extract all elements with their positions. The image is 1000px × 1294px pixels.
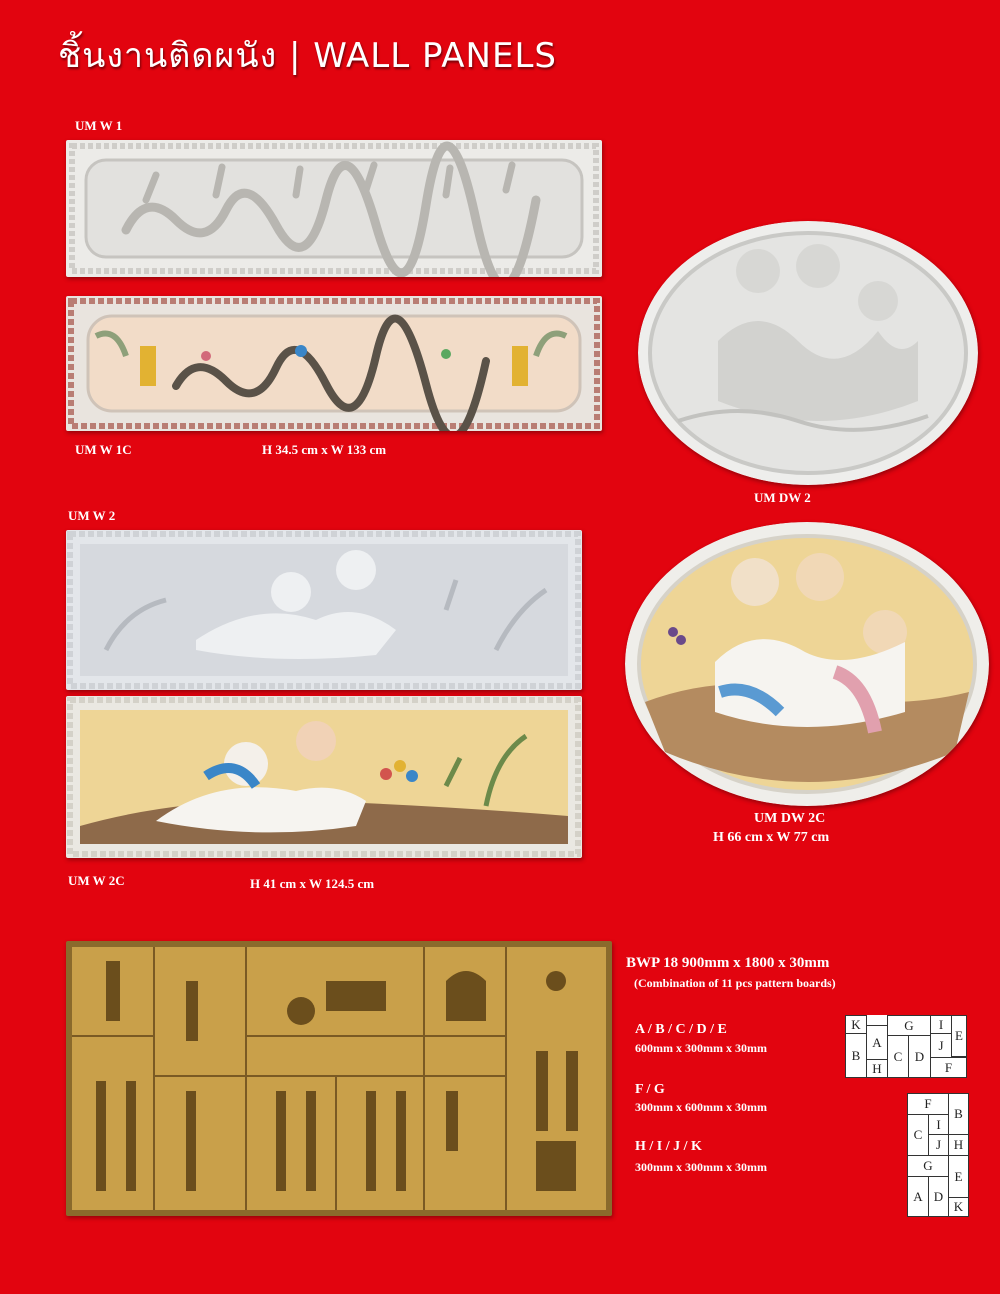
bwp-title: BWP 18 900mm x 1800 x 30mm [626,955,830,971]
diagram2-cell-f: F [907,1093,949,1115]
diagram1-cell-d: D [908,1035,931,1078]
diagram2-cell-i: I [928,1114,949,1135]
diagram2-cell-e: E [948,1155,969,1198]
label-umw2c: UM W 2C [68,873,125,888]
size-umdw2c: H 66 cm x W 77 cm [713,830,830,845]
layout-diagram-horizontal [845,1015,967,1078]
diagram1-cell-j: J [930,1033,952,1058]
label-umw1: UM W 1 [75,118,123,133]
diagram1-cell-g: G [887,1015,931,1036]
bwp-group-1-size: 600mm x 300mm x 30mm [635,1041,767,1055]
diagram1-cell-b: B [845,1033,867,1078]
diagram2-cell-k: K [948,1197,969,1217]
diagram1-cell-k: K [845,1015,867,1034]
panel-umdw2-image [638,221,978,485]
label-umdw2: UM DW 2 [754,490,811,505]
diagram2-cell-b: B [948,1093,969,1135]
diagram1-cell-a: A [866,1025,888,1060]
bwp-group-3-size: 300mm x 300mm x 30mm [635,1160,767,1174]
panel-umw2c-image [66,696,582,858]
bwp-subtitle: (Combination of 11 pcs pattern boards) [634,976,836,990]
diagram2-cell-g: G [907,1155,949,1177]
diagram2-cell-c: C [907,1114,929,1156]
diagram1-cell-h: H [866,1059,888,1078]
label-umdw2c: UM DW 2C [754,811,826,826]
diagram1-cell-f: F [930,1057,967,1078]
bwp-group-2-size: 300mm x 600mm x 30mm [635,1100,767,1114]
size-umw2c: H 41 cm x W 124.5 cm [250,876,375,891]
panel-umw2-image [66,530,582,690]
panel-umw1-image [66,140,602,277]
diagram1-cell-e: E [951,1015,967,1057]
diagram2-cell-a: A [907,1176,929,1217]
panel-bwp18-image [66,941,612,1216]
panel-umw1c-image [66,296,602,431]
panel-umdw2c-image [625,522,989,806]
size-umw1c: H 34.5 cm x W 133 cm [262,442,387,457]
diagram1-cell-i: I [930,1015,952,1034]
label-umw2: UM W 2 [68,508,116,523]
layout-diagram-vertical [907,1093,969,1217]
bwp-group-2-letters: F / G [635,1082,665,1097]
diagram2-cell-h: H [948,1134,969,1156]
diagram2-cell-j: J [928,1134,949,1156]
bwp-group-3-letters: H / I / J / K [635,1139,702,1154]
diagram1-cell-c: C [887,1035,909,1078]
page-title: ชิ้นงานติดผนัง | WALL PANELS [58,36,557,76]
diagram2-cell-d: D [928,1176,949,1217]
bwp-group-1-letters: A / B / C / D / E [635,1022,727,1037]
label-umw1c: UM W 1C [75,442,132,457]
